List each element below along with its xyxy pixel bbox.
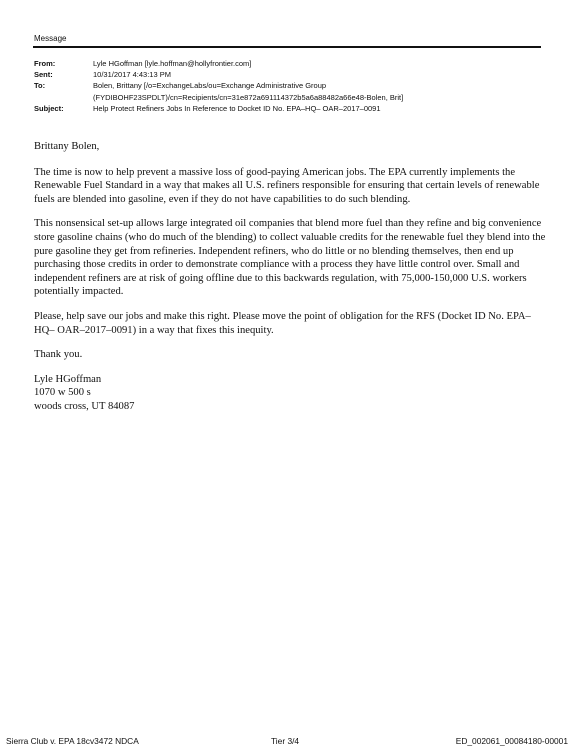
sent-label: Sent:: [34, 70, 53, 80]
message-label: Message: [34, 34, 67, 43]
body-paragraph-3: Please, help save our jobs and make this right. Please move the point of obligation for the RFS (Docket ID No. EPA–HQ– OAR–2017–0091) in a way that fixes this inequity.: [34, 310, 531, 336]
footer-case-name: Sierra Club v. EPA 18cv3472 NDCA: [6, 736, 139, 746]
to-value: Bolen, Brittany [/o=ExchangeLabs/ou=Exchange Administrative Group: [93, 81, 327, 91]
body-paragraph-1: The time is now to help prevent a massive loss of good-paying American jobs. The EPA currently implements the Renewable Fuel Standard in a way that makes all U.S. refiners responsible for ensuring that certain levels of renewable fuels are blended into gasoline, even if they do not have capabilities to do such blending.: [34, 166, 540, 205]
subject-label: Subject:: [34, 103, 64, 113]
email-body: [34, 140, 546, 414]
signature-name: Lyle HGoffman: [34, 373, 102, 385]
closing: Thank you.: [34, 349, 83, 361]
sent-value: 10/31/2017 4:43:13 PM: [93, 70, 171, 80]
to-value-continued: (FYDIBOHF23SPDLT)/cn=Recipients/cn=31e872a691114372b5a6a88482a66e48-Bolen, Brit]: [93, 92, 404, 102]
from-label: From:: [34, 59, 56, 68]
body-paragraph-2: This nonsensical set-up allows large integrated oil companies that blend more fuel than they refine and big convenience store gasoline chains (who do much of the blending) to collect valuable credits for the renewable fuel they blend into the pure gasoline they get from refineries. Independent refiners, who do little or no blending themselves, then end up purchasing those credits in order to demonstrate compliance with a process they have little control over. Small and independent refiners are at risk of going offline due to this backwards regulation, with 75,000-150,000 U.S. workers potentially impacted.: [34, 218, 546, 298]
email-header: [34, 58, 544, 114]
signature-address-line-1: 1070 w 500 s: [34, 387, 91, 399]
page-footer: [0, 736, 574, 748]
footer-tier: Tier 3/4: [271, 736, 300, 746]
to-label: To:: [34, 81, 46, 91]
footer-bates-number: ED_002061_00084180-00001: [455, 736, 568, 746]
signature-block: [34, 373, 546, 414]
sent-row: [34, 69, 544, 80]
to-row: [34, 80, 544, 91]
header-divider: [33, 46, 541, 48]
subject-row: [34, 103, 544, 114]
subject-value: Help Protect Refiners Jobs In Reference to Docket ID No. EPA–HQ– OAR–2017–0091: [93, 103, 381, 113]
greeting: Brittany Bolen,: [34, 141, 100, 152]
from-row: [34, 58, 544, 69]
signature-address-line-2: woods cross, UT 84087: [34, 400, 135, 412]
from-value: Lyle HGoffman [lyle.hoffman@hollyfrontier.com]: [93, 59, 252, 68]
